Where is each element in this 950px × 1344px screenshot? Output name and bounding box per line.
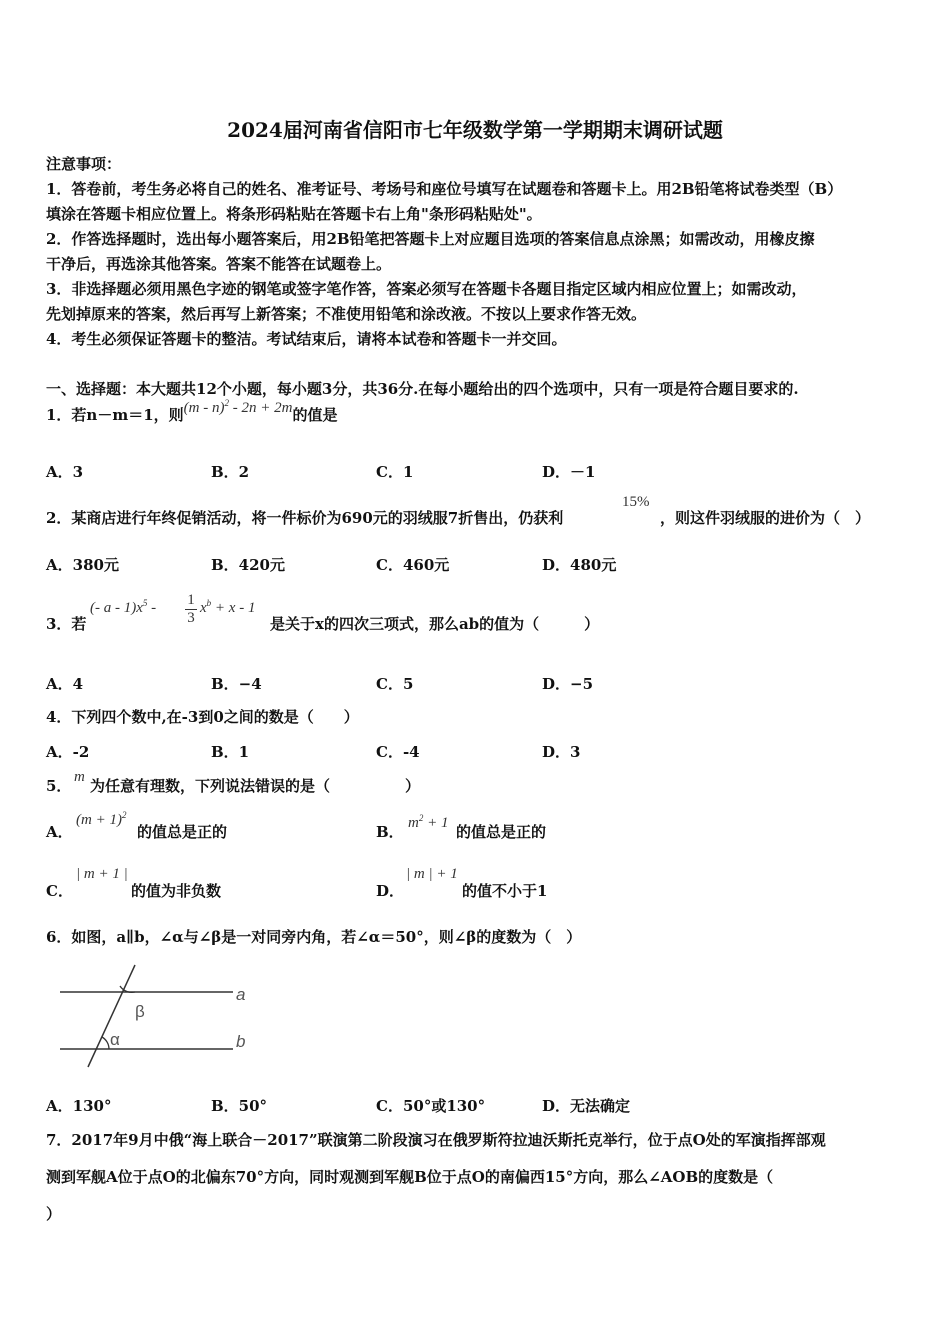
notice-line: 填涂在答题卡相应位置上。将条形码粘贴在答题卡右上角"条形码粘贴处"。 [46, 205, 542, 223]
q6-option-b: B．50° [211, 1097, 268, 1115]
q5-option-b-expr: $m^2 + 1$ [408, 813, 449, 831]
q7-line: 测到军舰A位于点O的北偏东70°方向，同时观测到军舰B位于点O的南偏西15°方向，那么∠AOB的度数是（ [46, 1168, 774, 1186]
q2-option-c: C．460元 [376, 556, 450, 574]
q1-option-b: B．2 [211, 463, 250, 481]
q5-variable: m [74, 769, 85, 785]
notice-line: 干净后，再选涂其他答案。答案不能答在试题卷上。 [46, 255, 392, 273]
notice-line: 1．答卷前，考生务必将自己的姓名、准考证号、考场号和座位号填写在试题卷和答题卡上。用2B铅笔将试卷类型（B） [46, 180, 843, 198]
angle-alpha-arc [102, 1037, 109, 1049]
q5-option-a-text: 的值总是正的 [137, 823, 228, 841]
q4-option-d: D．3 [542, 743, 581, 761]
q5-option-b-text: 的值总是正的 [456, 823, 547, 841]
q7-line: 7．2017年9月中俄“海上联合－2017”联演第二阶段演习在俄罗斯符拉迪沃斯托克举行，位于点O处的军演指挥部观 [46, 1131, 826, 1149]
q3-option-b: B．−4 [211, 675, 262, 693]
label-alpha: α [110, 1030, 120, 1049]
section-heading: 一、选择题：本大题共12个小题，每小题3分，共36分.在每小题给出的四个选项中，只有一项是符合题目要求的. [46, 380, 799, 398]
page-title: 2024届河南省信阳市七年级数学第一学期期末调研试题 [227, 118, 723, 142]
q3-prefix: 3．若 [46, 615, 87, 633]
q2-prefix: 2．某商店进行年终促销活动，将一件标价为690元的羽绒服7折售出，仍获利 [46, 509, 564, 527]
label-beta: β [135, 1002, 145, 1021]
q4-option-c: C．-4 [376, 743, 420, 761]
q6-figure [55, 962, 265, 1074]
notice-heading: 注意事项： [46, 155, 122, 173]
q3-option-d: D．−5 [542, 675, 594, 693]
transversal-line [88, 965, 135, 1067]
notice-line: 3．非选择题必须用黑色字迹的钢笔或签字笔作答，答案必须写在答题卡各题目指定区域内相应位置上；如需改动， [46, 280, 807, 298]
q5-option-d-expr: | m | + 1 [406, 866, 458, 882]
q3-term2: $x^b + x - 1$ [200, 598, 256, 616]
label-a: a [236, 985, 246, 1004]
q1-option-d: D．－1 [542, 463, 596, 481]
label-b: b [236, 1032, 246, 1051]
q5-option-d-label: D． [376, 882, 405, 900]
q2-option-b: B．420元 [211, 556, 285, 574]
q5-option-b-label: B． [376, 823, 404, 841]
notice-line: 4．考生必须保证答题卡的整洁。考试结束后，请将本试卷和答题卡一并交回。 [46, 330, 567, 348]
q5-option-c-expr: | m + 1 | [76, 866, 128, 882]
q3-fraction: 1 3 [185, 592, 197, 627]
q6-option-a: A．130° [46, 1097, 112, 1115]
q5-prefix: 5． [46, 777, 72, 795]
question-1 [46, 398, 338, 425]
notice-line: 先划掉原来的答案，然后再写上新答案；不准使用铅笔和涂改液。不按以上要求作答无效。 [46, 305, 647, 323]
q4-option-b: B．1 [211, 743, 250, 761]
q6-option-d: D．无法确定 [542, 1097, 631, 1115]
q6-text: 6．如图，a∥b，∠α与∠β是一对同旁内角，若∠α＝50°，则∠β的度数为（ ） [46, 928, 582, 946]
q2-option-a: A．380元 [46, 556, 119, 574]
q5-suffix: 为任意有理数，下列说法错误的是（ ） [90, 777, 421, 795]
q2-percent: 15% [622, 494, 650, 510]
notice-line: 2．作答选择题时，选出每小题答案后，用2B铅笔把答题卡上对应题目选项的答案信息点涂黑；如需改动，用橡皮擦 [46, 230, 815, 248]
q5-option-a-expr: $(m + 1)^2$ [76, 810, 127, 828]
q1-prefix: 1．若n－m＝1，则 [46, 406, 184, 424]
q6-option-c: C．50°或130° [376, 1097, 486, 1115]
q2-option-d: D．480元 [542, 556, 617, 574]
q2-suffix: ，则这件羽绒服的进价为（ ） [660, 509, 871, 527]
q5-option-d-text: 的值不小于1 [462, 882, 548, 900]
q3-suffix: 是关于x的四次三项式，那么ab的值为（ ） [270, 615, 600, 633]
q3-term1: (- a - $1)x^5$ - [90, 598, 157, 616]
q1-option-a: A．3 [46, 463, 84, 481]
q1-option-c: C．1 [376, 463, 414, 481]
q7-line: ） [46, 1205, 62, 1223]
q3-option-c: C．5 [376, 675, 414, 693]
q5-option-c-text: 的值为非负数 [131, 882, 222, 900]
q4-text: 4．下列四个数中,在-3到0之间的数是（ ） [46, 708, 359, 726]
q5-option-a-label: A． [46, 823, 73, 841]
q3-option-a: A．4 [46, 675, 84, 693]
q1-expression: (m - n)$^2$ - 2n + 2m [183, 398, 293, 416]
q5-option-c-label: C． [46, 882, 73, 900]
q4-option-a: A．-2 [46, 743, 90, 761]
q1-suffix: 的值是 [292, 406, 338, 424]
